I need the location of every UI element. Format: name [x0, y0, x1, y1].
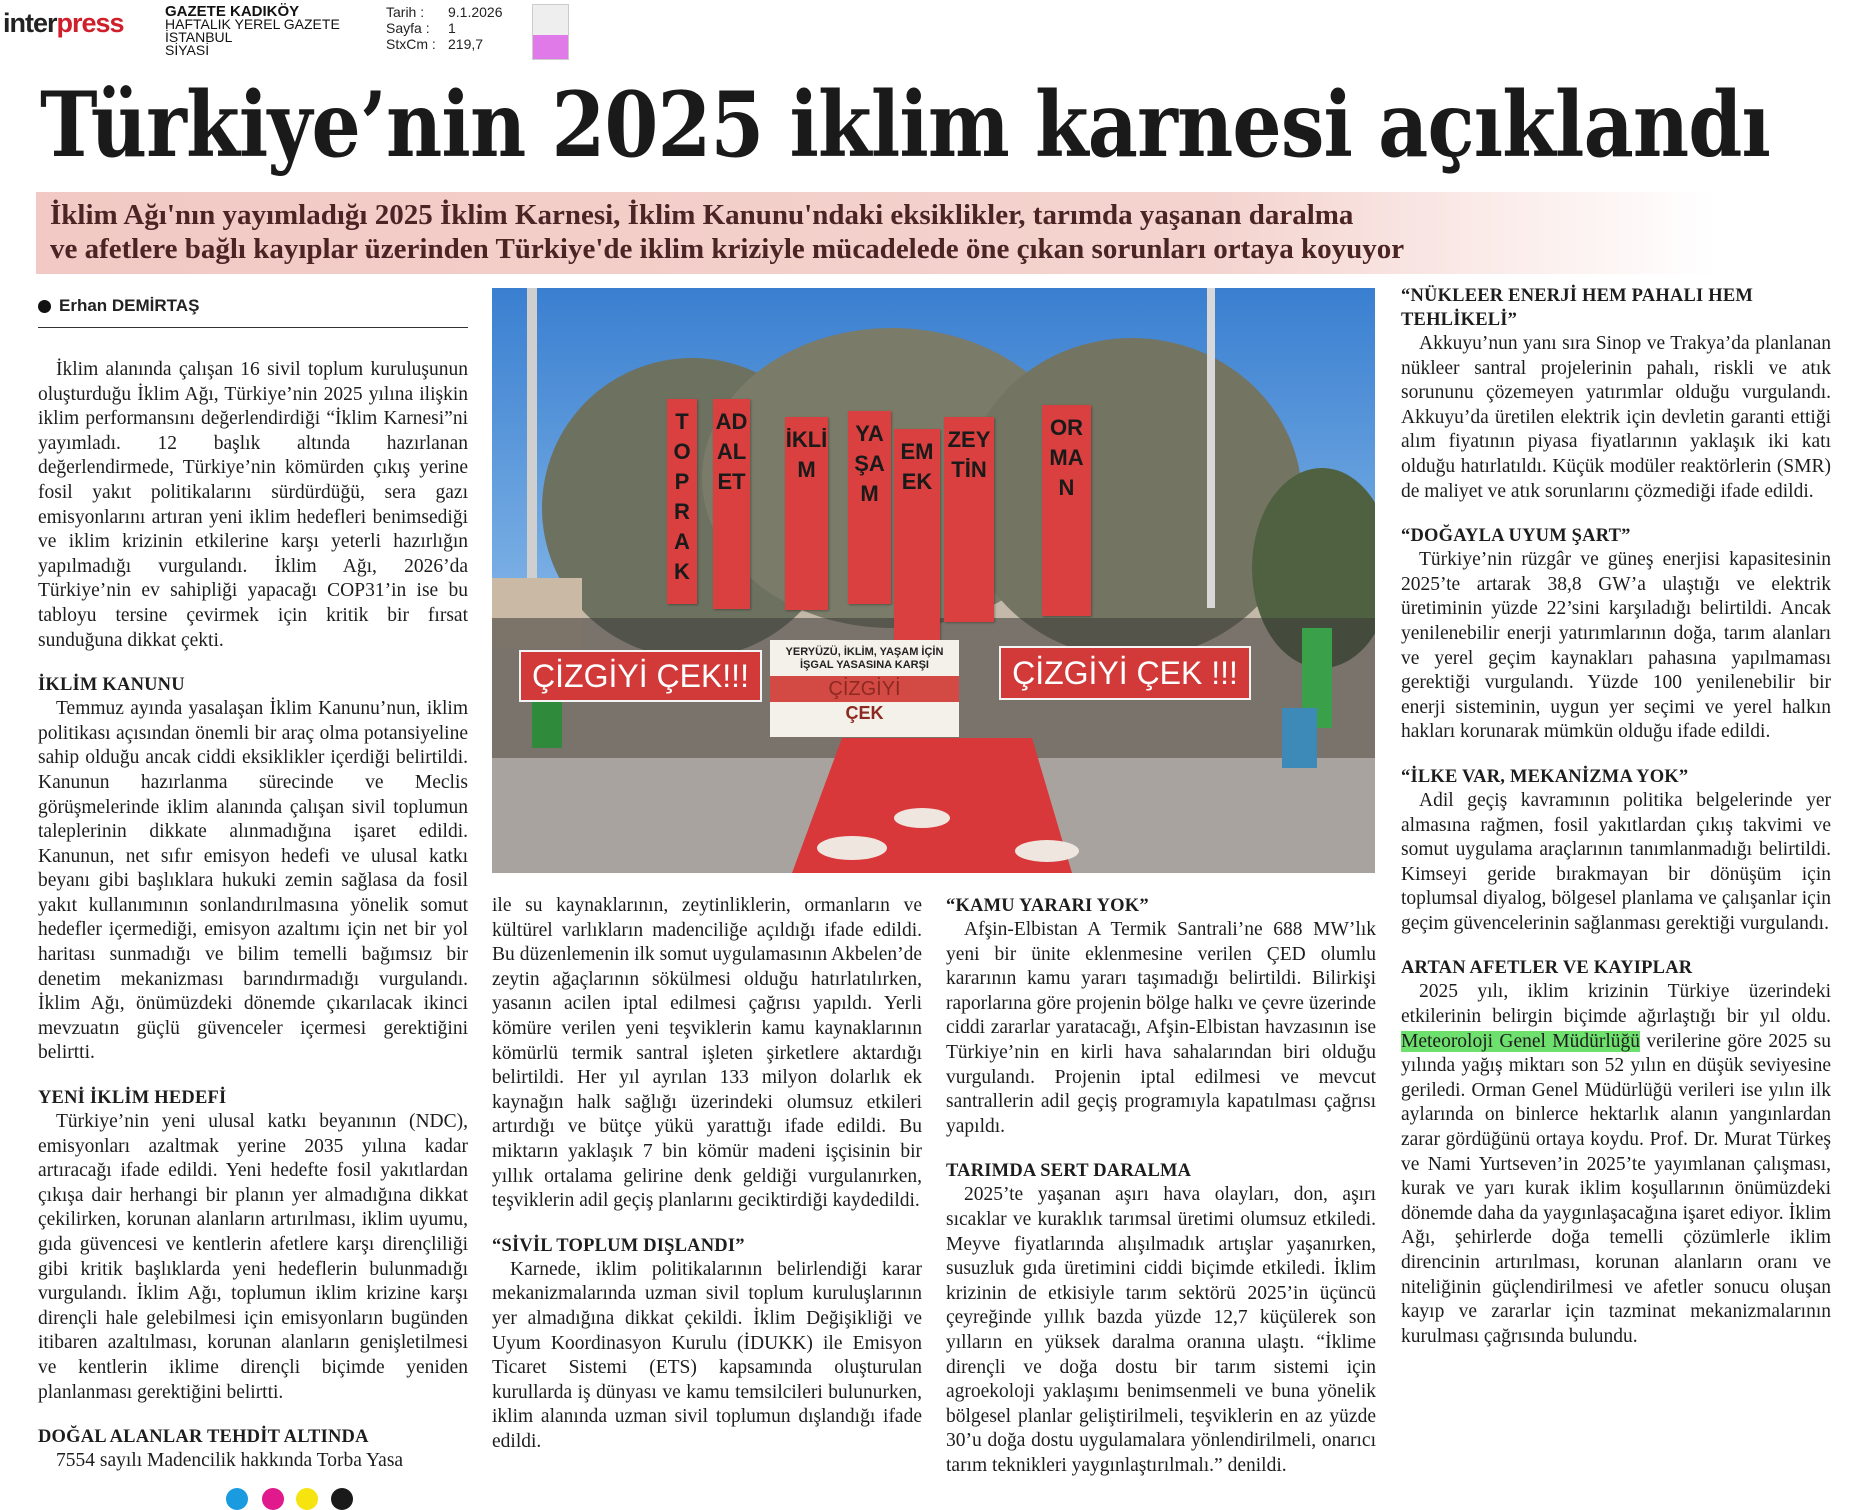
banner-emek: EMEK: [894, 429, 940, 640]
protest-photo: [492, 288, 1375, 873]
subheading: “İLKE VAR, MEKANİZMA YOK”: [1401, 766, 1689, 787]
clipping-meta: [386, 4, 503, 52]
interpress-logo: interpress: [3, 8, 124, 38]
paragraph: Akkuyu’nun yanı sıra Sinop ve Trakya’da planlanan nükleer santral projelerinin pahalı, riskli ve atık sorununu çözemeyen yatırımlar olduğu vurgulandı. Akkuyu’da üretilen elektrik için devletin garanti ettiği alım fiyatının piyasa fiyatlarının yaklaşık iki katı olduğu hatırlatıldı. Küçük modüler reaktörlerin (SMR) de maliyet ve atık sorunlarını çözmediği ifade edildi.: [1401, 333, 1831, 502]
subheading: İKLİM KANUNU: [38, 675, 185, 696]
subheading: “DOĞAYLA UYUM ŞART”: [1401, 526, 1631, 547]
article-title: Türkiye’nin 2025 iklim karnesi açıklandı: [40, 72, 1771, 178]
banner-iklim: İKLİM: [785, 417, 828, 610]
column-2b: [946, 894, 1376, 1478]
subheading: TARIMDA SERT DARALMA: [946, 1161, 1192, 1182]
paragraph: Türkiye’nin yeni ulusal katkı beyanının (NDC), emisyonları azaltmak yerine 2035 yılına kadar artıracağı ifade edildi. Yeni hedefte fosil yakıtlardan çıkışa dair herhangi bir planın yer almadığına dikkat çekilirken, korunan alanların artırılması, iklim uyumu, gıda güvencesi ve kentlerin afetlere karşı dirençliliği gibi kritik başlıklarda yeni hedeflerin bulunmadığı vurgulandı. İklim Ağı, toplumun iklim krizine karşı dirençli hale gelebilmesi için emisyonların bugünden itibaren azaltılması, korunan alanların genişletilmesi ve kentlerin iklime dirençli biçimde yeniden planlanması gerektiğini belirtti.: [38, 1111, 468, 1403]
intro-paragraph: İklim alanında çalışan 16 sivil toplum kuruluşunun oluşturduğu İklim Ağı, Türkiye’nin 2025 yılına ilişkin iklim performansını değerlendirdiği “İklim Karnesi”ni yayımladı. 12 başlık altında hazırlanan değerlendirmede, Türkiye’nin kömürden çıkış yerine fosil yakıt politikalarını sürdürdüğü, sera gazı emisyonlarını artıran yeni iklim hedefleri benimsediği ve iklim krizinin etkilerine karşı yeterli hazırlığın yapılmadığı vurgulandı. İklim Ağı, 2026’da Türkiye’nin ev sahipliği yapacağı COP31’in ise bu tabloyu tersine çevirmek için kritik bir fırsat sunduğuna dikkat çekti.: [38, 359, 468, 651]
paragraph: Adil geçiş kavramının politika belgelerinde yer almasına rağmen, fosil yakıtlardan çıkış takvimi ve somut uygulama araçlarının tanımlanmadığı belirtildi. Kimseyi geride bırakmayan bir dönüşüm için toplumsal diyalog, bölgesel planlama ve çalışanlar için geçim güvencelerinin sağlanması gerektiği vurgulandı.: [1401, 789, 1831, 934]
magenta-registration-dot: [262, 1488, 284, 1510]
paragraph: 2025 yılı, iklim krizinin Türkiye üzerindeki etkilerinin belirgin biçimde ağırlaştığı bir yıl oldu. Meteoroloji Genel Müdürlüğü verilerine göre 2025 su yılında yağış miktarı son 52 yılın en düşük seviyesine geriledi. Orman Genel Müdürlüğü verileri ise yılın ilk aylarında on binlerce hektarlık alanın yangınlardan zarar gördüğünü ortaya koydu. Prof. Dr. Murat Türkeş ve Nami Yurtseven’in 2025’te yayımlanan çalışması, kurak ve yarı kurak iklim koşullarının önümüzdeki dönemde daha da yaygınlaşacağına işaret ediyor. İklim Ağı, şehirlerde doğa temelli çözümlerle iklim direncinin artırılması, korunan alanların oranı ve niteliğinin güçlendirilmesi ve afetler sonucu oluşan kayıp ve zararlar için tazminat mekanizmalarının kurulması çağrısında bulundu.: [1401, 981, 1831, 1347]
highlighted-text: Meteoroloji Genel Müdürlüğü: [1401, 1030, 1641, 1052]
publication-info: [165, 5, 340, 57]
paragraph: Karnede, iklim politikalarının belirlendiği karar mekanizmalarında uzman sivil toplum kuruluşlarının yer almadığına dikkat çekildi. İklim Değişikliği ve Uyum Koordinasyon Kurulu (İDUKK) ile Emisyon Ticaret Sistemi (ETS) kapsamında oluşturulan kurullarda iş dünyası ve kamu temsilcileri bulunurken, iklim alanında uzman sivil toplumun dışlandığı ifade edildi.: [492, 1258, 922, 1452]
yellow-registration-dot: [296, 1488, 318, 1510]
banner-yasam: YAŞAM: [848, 411, 891, 604]
cyan-registration-dot: [226, 1488, 248, 1510]
paragraph: 7554 sayılı Madencilik hakkında Torba Yasa: [56, 1450, 404, 1472]
subheading: “SİVİL TOPLUM DIŞLANDI”: [492, 1235, 745, 1256]
subheading: ARTAN AFETLER VE KAYIPLAR: [1401, 958, 1693, 979]
author-name: Erhan DEMİRTAŞ: [59, 296, 200, 315]
publication-type: HAFTALIK YEREL GAZETE: [165, 16, 340, 32]
paragraph: Türkiye’nin rüzgâr ve güneş enerjisi kapasitesinin 2025’te artarak 38,8 GW’a ulaştığı ve elektrik üretiminin yüzde 22’sini karşıladığı belirtildi. Ancak yenilenebilir enerji yatırımlarının doğa, tarım alanları ve yerel geçim kaynakları pahasına yapılmaması gerektiği vurgulandı. Yüzde 100 yenilenebilir bir enerji sisteminin, uygun yer seçimi ve yerel halkın hakları korunarak mümkün olduğu ifade edildi.: [1401, 549, 1831, 743]
column-1: [38, 358, 468, 1474]
paragraph: 2025’te yaşanan aşırı hava olayları, don, aşırı sıcaklar ve kuraklık tarımsal üretimi olumsuz etkiledi. Meyve fiyatlarında alışılmadık artışlar yaşanırken, susuzluk gıda üretimini ciddi biçimde etkiledi. İklim krizinin de etkisiyle tarım sektörü 2025’in üçüncü çeyreğinde yıllık bazda yüzde 12,7 küçülerek son yılların en yüksek daralma oranına ulaştı. “İklime dirençli ve doğa dostu bir tarım sistemi için agroekoloji yaklaşımı benimsenmeli ve buna yönelik bölgesel planlar geliştirilmeli, teşviklerin en az yüzde 30’u doğa dostu uygulamalara yönlendirilmeli, onarıcı tarım teknikleri yaygınlaştırılmalı.” denildi.: [946, 1184, 1376, 1476]
page-thumbnail[interactable]: [532, 4, 569, 60]
banner-orman: ORMAN: [1042, 405, 1091, 616]
publication-category: SİYASİ: [165, 42, 210, 58]
paragraph: Temmuz ayında yasalaşan İklim Kanunu’nun, iklim politikası açısından önemli bir araç olma potansiyeline sahip olduğu ancak ciddi eksiklikler içerdiği belirtildi. Kanunun hazırlanma sürecinde ve Meclis görüşmelerinde iklim alanında çalışan sivil toplumun taleplerinin dikkate alınmadığına işaret edildi. Kanunun, net sıfır emisyon hedefi ve ulusal katkı beyanı gibi başlıklara hukuki zemin sağlasa da fosil yakıt kullanımının sonlandırılmasına yönelik somut hedefler içermediği, emisyon azaltımı için net bir yol haritası sunmadığı ve bilim temelli bağımsız bir denetim mekanizması barındırmadığı vurgulandı. İklim Ağı, önümüzdeki dönemde çıkarılacak ikinci mevzuatın güçlü güvenceler içermesi gerektiğini belirtti.: [38, 698, 468, 1064]
paragraph: ile su kaynaklarının, zeytinliklerin, ormanların ve kültürel varlıkların madenciliğe açıldığı ifade edildi. Bu düzenlemenin ilk somut uygulamasının Akbelen’de zeytin ağaçlarının sökülmesi olduğu hatırlatılırken, yasanın acilen iptal edilmesi çağrısı yapıldı. Yerli kömüre verilen yeni teşviklerin kamu kaynaklarının kömürlü termik santral işleten şirketlere aktardığı belirtildi. Her yıl ayrılan 133 milyon dolarlık ek kaynağın halk sağlığı üzerindeki olumsuz etkileri artırdığı ve bütçe yükü yarattığı ifade edildi. Bu miktarın yaklaşık 7 bin kömür madeni işçisinin bir yıllık ortalama gelirine denk geldiği vurgulanırken, teşviklerin adil geçiş planlarını geciktirdiği kaydedildi.: [492, 895, 922, 1212]
clip-location-marker: [533, 35, 568, 59]
column-2a: [492, 894, 922, 1454]
meta-page: Sayfa : 1: [386, 20, 456, 36]
subheading: “KAMU YARARI YOK”: [946, 896, 1149, 916]
publication-name: GAZETE KADIKÖY: [165, 3, 300, 20]
byline: [38, 296, 199, 316]
paragraph: Afşin-Elbistan A Termik Santrali’ne 688 MW’lık yeni bir ünite eklenmesine verilen ÇED olumlu kararının kamu yararı taşımadığı belirtildi. Bilirkişi raporlarına göre projenin bölge halkı ve çevre üzerinde ciddi zararlar yaratacağı, Afşin-Elbistan havzasının ise Türkiye’nin en kirli hava sahalarından biri olduğu vurgulandı. Projenin iptal edilmesi ve mevcut santrallerin adil geçiş programıyla kapatılması çağrısı yapıldı.: [946, 919, 1376, 1137]
subheading: “NÜKLEER ENERJİ HEM PAHALI HEM TEHLİKELİ”: [1401, 286, 1754, 330]
subheading: DOĞAL ALANLAR TEHDİT ALTINDA: [38, 1427, 369, 1448]
sign-left: ÇİZGİYİ ÇEK!!!: [519, 650, 762, 702]
banner-toprak: TOPRAK: [667, 399, 697, 604]
publication-city: İSTANBUL: [165, 29, 233, 45]
meta-date: Tarih : 9.1.2026: [386, 4, 503, 20]
banner-adalet: ADALET: [713, 399, 750, 609]
column-4: [1401, 284, 1831, 1349]
sign-middle: YERYÜZÜ, İKLİM, YAŞAM İÇİN İŞGAL YASASINA KARŞI ÇİZGİYİ ÇEK: [770, 640, 959, 737]
clipping-header: [0, 0, 1866, 60]
divider: [38, 327, 468, 328]
banner-zeytin: ZEYTİN: [944, 417, 994, 622]
black-registration-dot: [331, 1488, 353, 1510]
sign-right: ÇİZGİYİ ÇEK !!!: [999, 646, 1251, 700]
subheading: YENİ İKLİM HEDEFİ: [38, 1088, 227, 1109]
meta-stxcm: StxCm : 219,7: [386, 36, 484, 52]
article-subtitle: İklim Ağı'nın yayımladığı 2025 İklim Karnesi, İklim Kanunu'ndaki eksiklikler, tarımda yaşanan daralma ve afetlere bağlı kayıplar üzerinden Türkiye'de iklim kriziyle mücadelede öne çıkan sorunları ortaya koyuyor: [36, 192, 1716, 274]
bullet-icon: [38, 300, 51, 313]
